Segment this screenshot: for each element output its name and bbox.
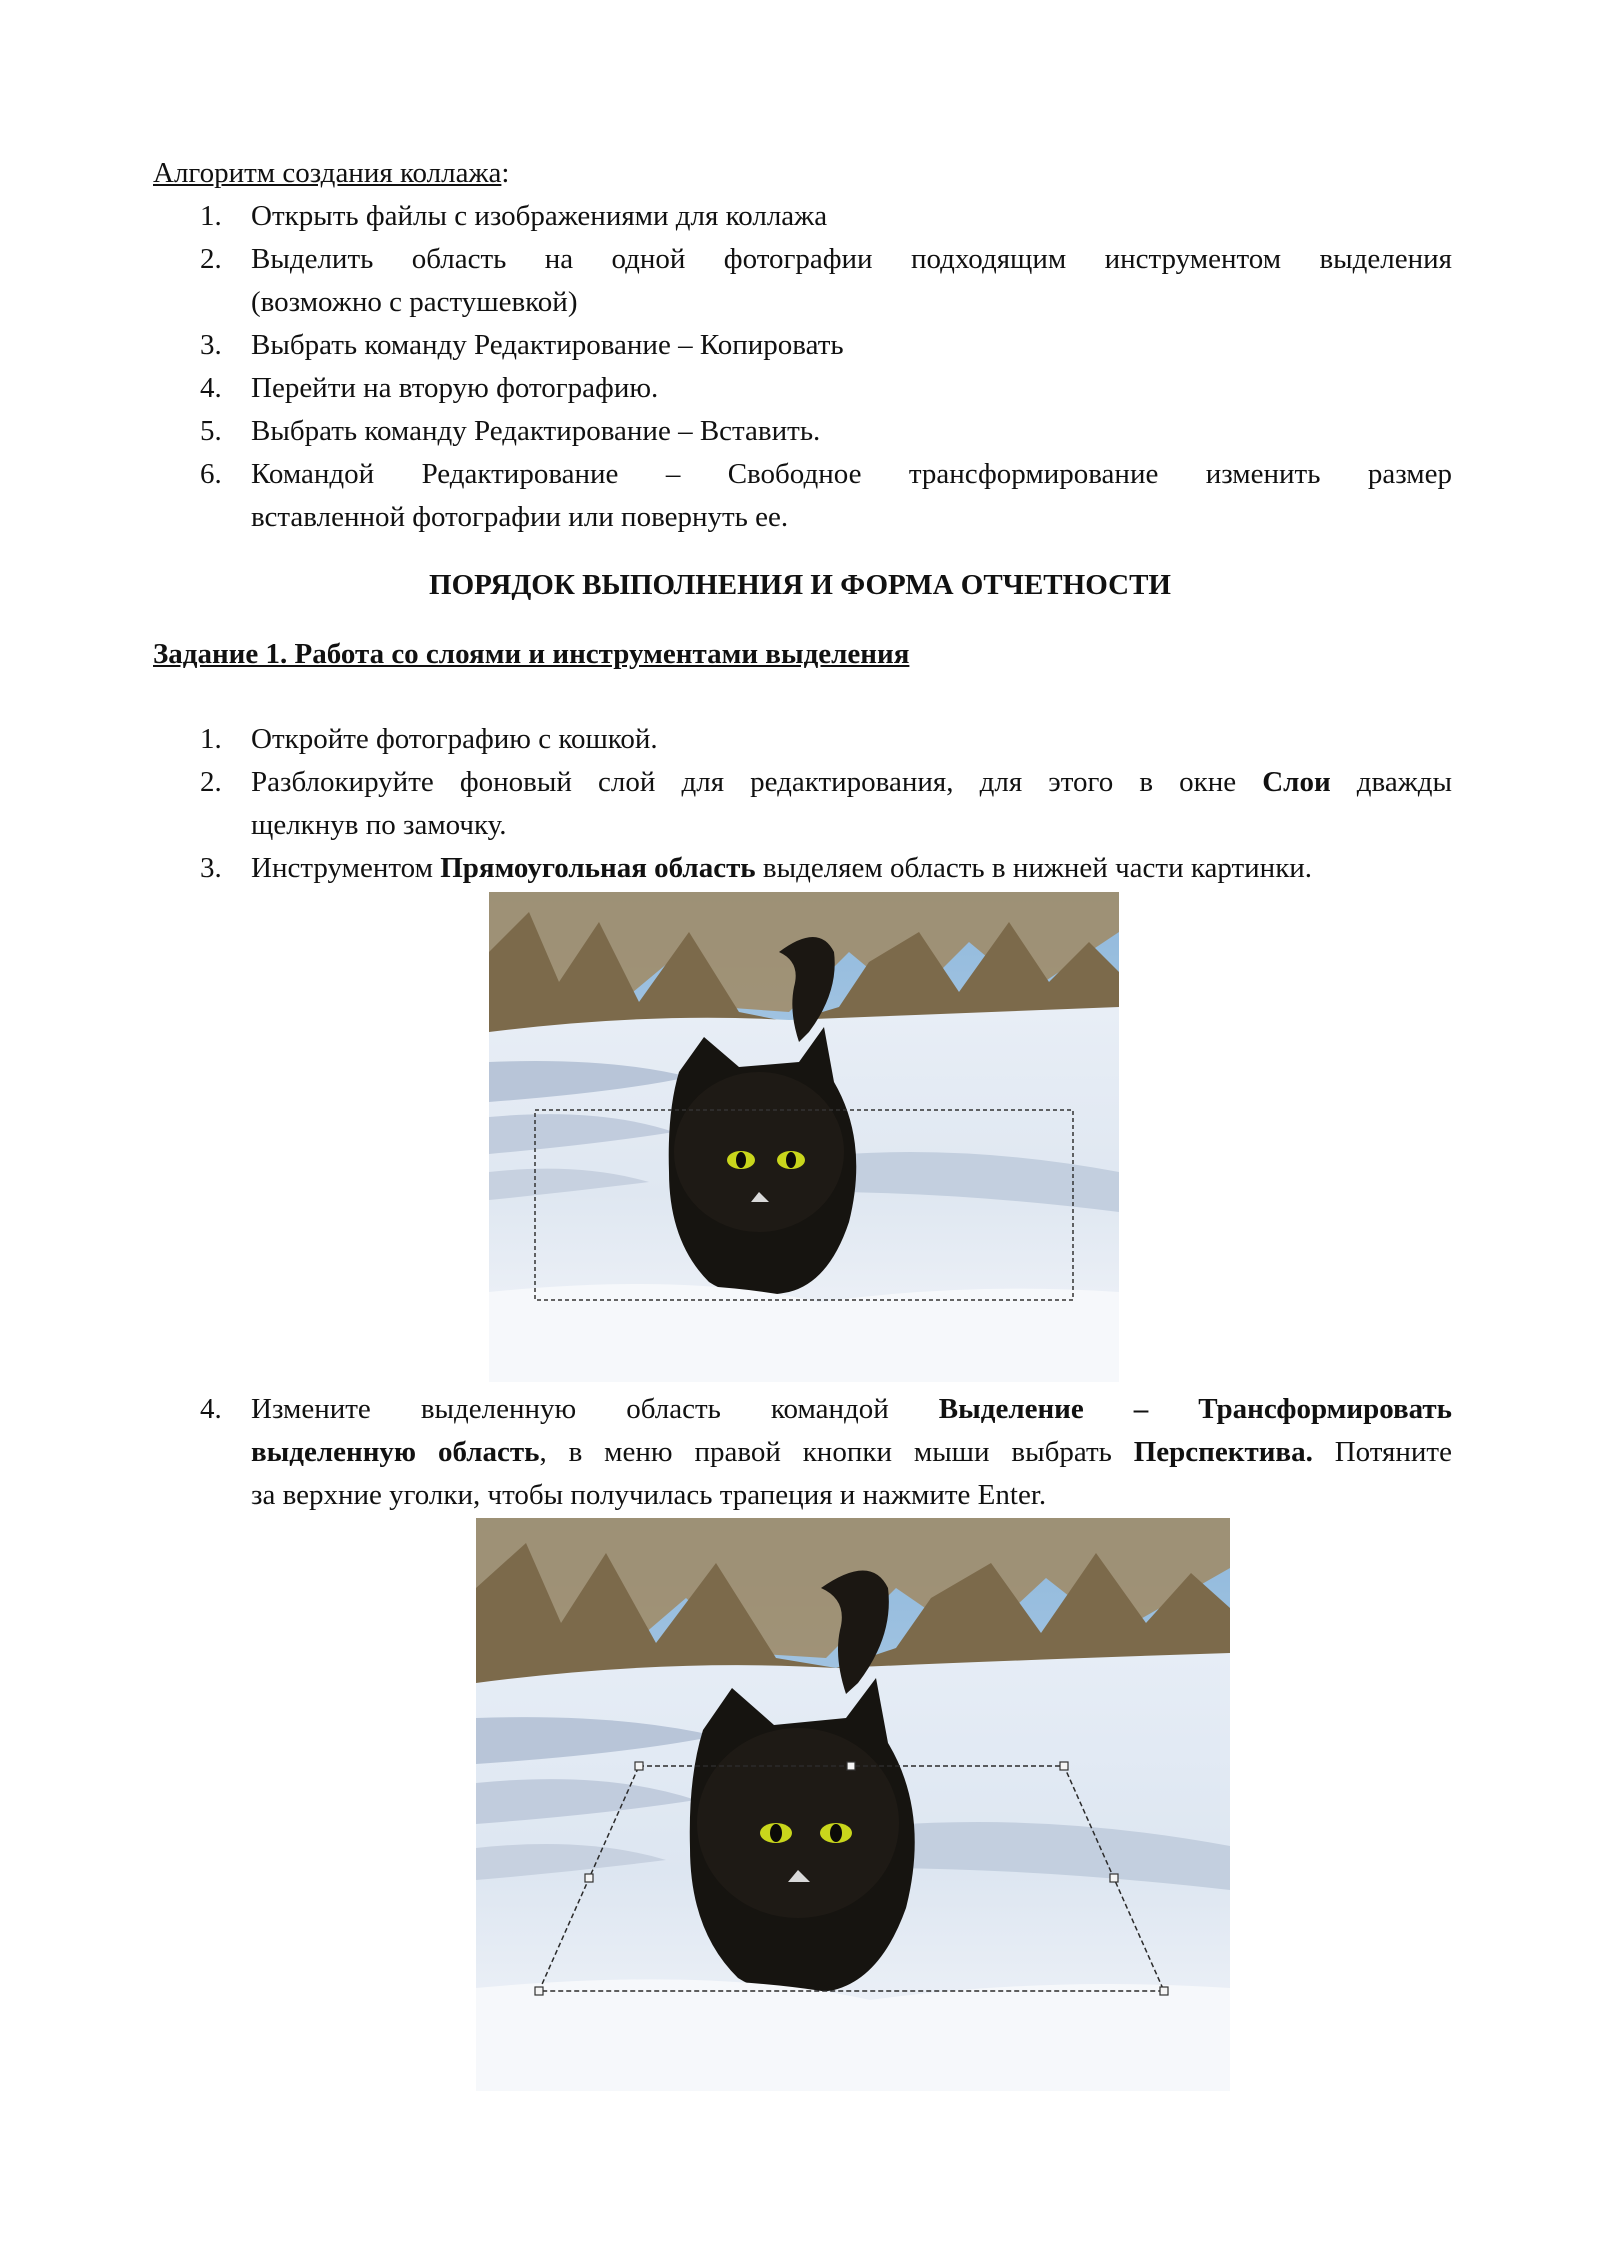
step-text xyxy=(251,1431,1452,1474)
step-number: 1. xyxy=(200,723,222,755)
cat-photo-perspective-selection xyxy=(476,1518,1230,2091)
text-run: Измените выделенную область командой xyxy=(251,1393,939,1425)
step-text xyxy=(251,847,1452,890)
step-number: 6. xyxy=(200,458,222,490)
text-run: выделяем область в нижней части картинки. xyxy=(755,852,1313,884)
task-steps-list-cont xyxy=(0,1388,1600,1517)
algorithm-step-4 xyxy=(0,367,1600,410)
task-step-2-cont xyxy=(0,804,1600,847)
task-step-4-cont2 xyxy=(0,1474,1600,1517)
step-text xyxy=(251,1388,1452,1431)
intro-heading-underlined: Алгоритм создания коллажа xyxy=(153,157,502,189)
step-number: 3. xyxy=(200,329,222,361)
step-text: вставленной фотографии или повернуть ее. xyxy=(251,501,789,533)
step-number: 4. xyxy=(200,1393,222,1425)
cat-photo-rectangular-selection xyxy=(489,892,1119,1382)
intro-heading xyxy=(153,152,509,195)
step-number: 2. xyxy=(200,243,222,275)
step-text: (возможно с растушевкой) xyxy=(251,286,578,318)
task-step-3 xyxy=(0,847,1600,890)
algorithm-list xyxy=(0,195,1600,539)
step-text: Откройте фотографию с кошкой. xyxy=(251,723,658,755)
step-number: 2. xyxy=(200,766,222,798)
task-step-4 xyxy=(0,1388,1600,1431)
step-text xyxy=(251,761,1452,804)
task-steps-list xyxy=(0,718,1600,890)
task-step-1 xyxy=(0,718,1600,761)
step-text: за верхние уголки, чтобы получилась трапеция и нажмите Enter. xyxy=(251,1479,1047,1511)
text-run: Разблокируйте фоновый слой для редактирования, для этого в окне xyxy=(251,766,1263,798)
algorithm-step-5 xyxy=(0,410,1600,453)
intro-heading-colon: : xyxy=(501,157,510,189)
algorithm-step-1 xyxy=(0,195,1600,238)
bold-term: выделенную область xyxy=(251,1436,540,1468)
step-text: Открыть файлы с изображениями для коллажа xyxy=(251,200,828,232)
algorithm-step-2-cont xyxy=(0,281,1600,324)
step-text: Выбрать команду Редактирование – Вставить. xyxy=(251,415,821,447)
cat-photo-image xyxy=(476,1518,1230,2091)
task-step-2 xyxy=(0,761,1600,804)
cat-photo-image xyxy=(489,892,1119,1382)
step-text: Перейти на вторую фотографию. xyxy=(251,372,659,404)
bold-term: Выделение – Трансформировать xyxy=(938,1393,1452,1425)
algorithm-step-6 xyxy=(0,453,1600,496)
step-number: 5. xyxy=(200,415,222,447)
step-number: 1. xyxy=(200,200,222,232)
algorithm-step-3 xyxy=(0,324,1600,367)
task-step-4-cont xyxy=(0,1431,1600,1474)
text-run: Потяните xyxy=(1312,1436,1452,1468)
task-title: Задание 1. Работа со слоями и инструментами выделения xyxy=(153,638,910,670)
algorithm-step-2 xyxy=(0,238,1600,281)
bold-term: Слои xyxy=(1262,766,1331,798)
algorithm-step-6-cont xyxy=(0,496,1600,539)
step-number: 4. xyxy=(200,372,222,404)
step-text: Выбрать команду Редактирование – Копировать xyxy=(251,329,844,361)
step-number: 3. xyxy=(200,852,222,884)
text-run: Инструментом xyxy=(251,852,441,884)
text-run: , в меню правой кнопки мыши выбрать xyxy=(539,1436,1134,1468)
step-text: Выделить область на одной фотографии подходящим инструментом выделения xyxy=(251,243,1452,275)
section-title: ПОРЯДОК ВЫПОЛНЕНИЯ И ФОРМА ОТЧЕТНОСТИ xyxy=(429,569,1171,601)
bold-term: Перспектива. xyxy=(1133,1436,1313,1468)
text-run: дважды xyxy=(1330,766,1452,798)
step-text: Командой Редактирование – Свободное трансформирование изменить размер xyxy=(251,458,1452,490)
bold-term: Прямоугольная область xyxy=(440,852,756,884)
step-text: щелкнув по замочку. xyxy=(251,809,507,841)
